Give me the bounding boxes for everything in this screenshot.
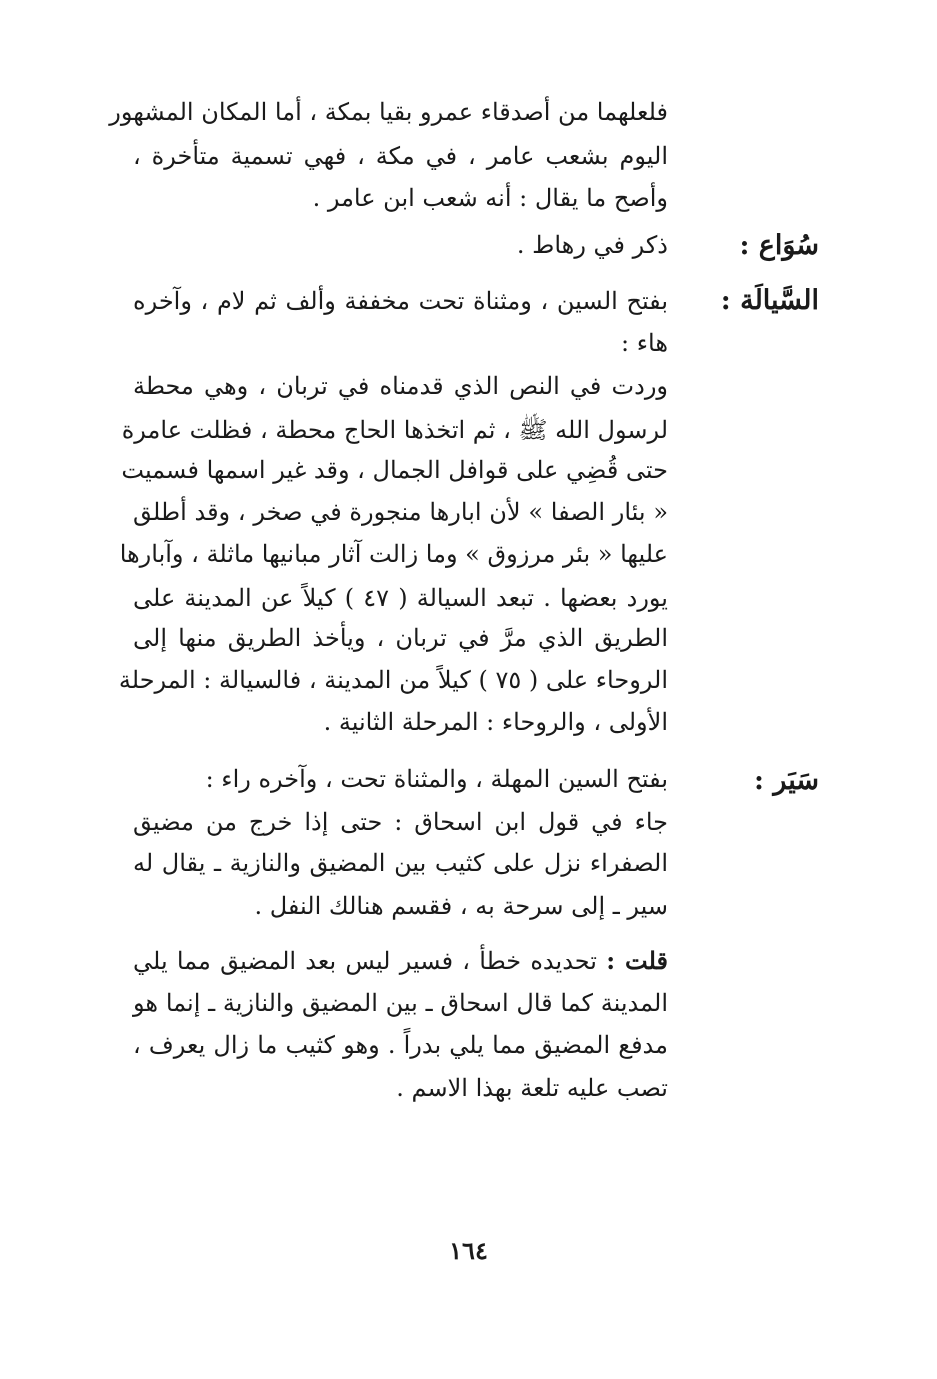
entry-paragraph-line: لرسول الله ﷺ ، ثم اتخذها الحاج محطة ، فظلت عامرة	[121, 416, 668, 444]
entry-paragraph-line: « بئار الصفا » لأن ابارها منجورة في صخر ، وقد أطلق	[133, 498, 668, 526]
intro-line: اليوم بشعب عامر ، في مكة ، فهي تسمية متأخرة ،	[133, 142, 668, 170]
note-lead: قلت :	[606, 946, 668, 975]
entry-line: هاء :	[621, 329, 668, 357]
entry-paragraph-line: الروحاء على ( ٧٥ ) كيلاً من المدينة ، فالسيالة : المرحلة	[118, 666, 668, 694]
entry-paragraph-line: الأولى ، والروحاء : المرحلة الثانية .	[323, 708, 668, 736]
intro-line: فلعلهما من أصدقاء عمرو بقيا بمكة ، أما المكان المشهور	[109, 98, 668, 126]
entry-line: بفتح السين المهلة ، والمثناة تحت ، وآخره راء :	[205, 765, 668, 793]
note-first-text: تحديده خطأ ، فسير ليس بعد المضيق مما يلي	[133, 947, 597, 975]
entry-paragraph-line: الطريق الذي مرَّ في تربان ، ويأخذ الطريق منها إلى	[133, 624, 668, 652]
entry-line: بفتح السين ، ومثناة تحت مخففة وألف ثم لام ، وآخره	[133, 287, 668, 315]
page-number: ١٦٤	[449, 1236, 488, 1265]
intro-line: وأصح ما يقال : أنه شعب ابن عامر .	[312, 184, 668, 212]
entry-term: السَّيالَة :	[720, 285, 819, 316]
entry-paragraph-line: حتى قُضِي على قوافل الجمال ، وقد غير اسمها فسميت	[121, 456, 668, 484]
entry-paragraph-line: عليها « بئر مرزوق » وما زالت آثار مبانيها ماثلة ، وآبارها	[119, 540, 668, 568]
entry-line: ذكر في رهاط .	[516, 231, 668, 259]
entry-line: سير ـ إلى سرحة به ، فقسم هنالك النفل .	[254, 892, 668, 920]
entry-term: سَيَر :	[753, 765, 819, 796]
entry-term: سُوَاع :	[739, 230, 819, 261]
entry-line: الصفراء نزل على كثيب بين المضيق والنازية ـ يقال له	[133, 849, 668, 877]
entry-line: جاء في قول ابن اسحاق : حتى إذا خرج من مضيق	[133, 808, 668, 836]
entry-paragraph-line: وردت في النص الذي قدمناه في تربان ، وهي محطة	[133, 372, 668, 400]
note-line: مدفع المضيق مما يلي بدراً . وهو كثيب ما زال يعرف ،	[133, 1031, 668, 1059]
note-line	[133, 944, 668, 978]
note-line: المدينة كما قال اسحاق ـ بين المضيق والنازية ـ إنما هو	[133, 989, 668, 1017]
note-line: تصب عليه تلعة بهذا الاسم .	[396, 1074, 668, 1102]
entry-paragraph-line: يورد بعضها . تبعد السيالة ( ٤٧ ) كيلاً عن المدينة على	[133, 584, 668, 612]
